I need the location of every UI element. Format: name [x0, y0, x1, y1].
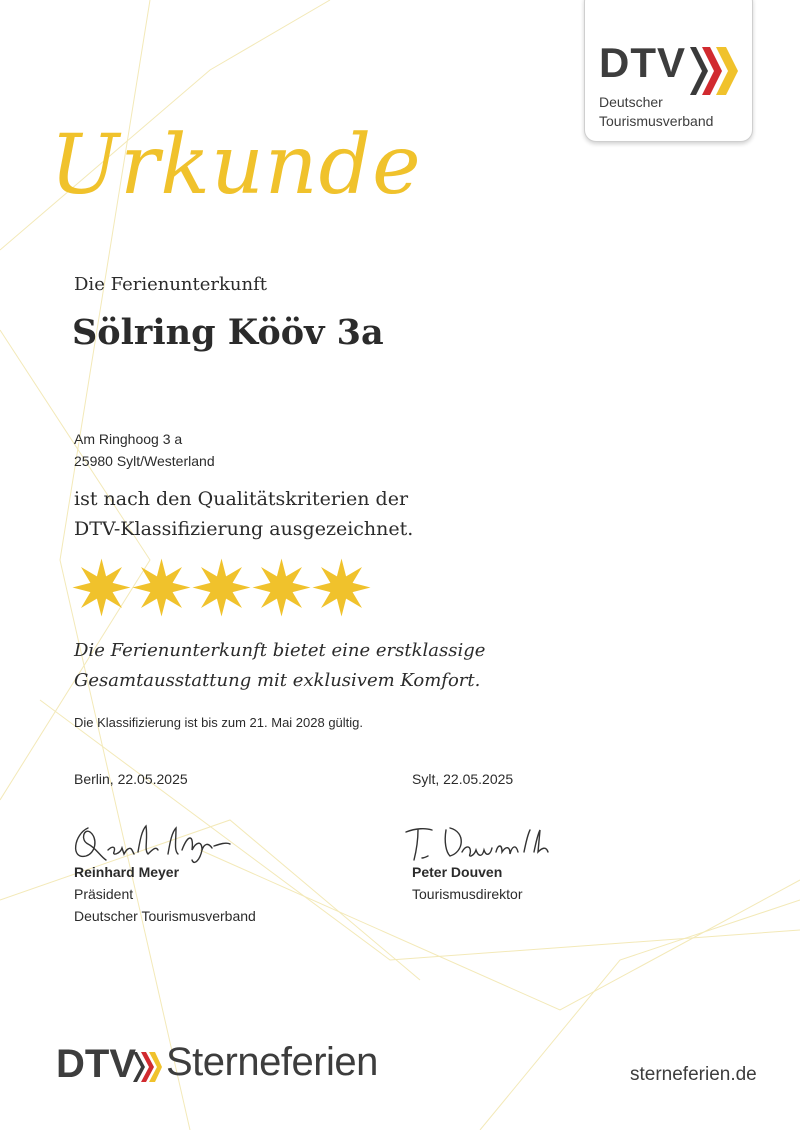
footer-chevron-icon [132, 1050, 162, 1084]
star-icon [72, 558, 131, 617]
place-date-sylt: Sylt, 22.05.2025 [412, 771, 514, 787]
signatory-role-meyer [74, 883, 256, 927]
award-statement [74, 484, 413, 544]
footer-url: sterneferien.de [630, 1064, 757, 1085]
footer-product-name: Sterneferien [166, 1040, 378, 1084]
validity-note: Die Klassifizierung ist bis zum 21. Mai 2028 gültig. [74, 715, 364, 730]
description-line-2: Gesamtausstattung mit exklusivem Komfort. [74, 670, 481, 691]
star-rating [72, 558, 371, 617]
property-name: Sölring Kööv 3a [72, 312, 384, 353]
signature-reinhard-meyer [68, 820, 238, 868]
organization-dtv: Deutscher Tourismusverband [74, 908, 256, 924]
description-line-1: Die Ferienunterkunft bietet eine erstklassige [74, 640, 486, 661]
signatory-role-douven: Tourismusdirektor [412, 886, 523, 902]
statement-line-1: ist nach den Qualitätskriterien der [74, 488, 409, 510]
role-president: Präsident [74, 886, 134, 902]
logo-subtitle-line1: Deutscher [599, 94, 663, 110]
statement-line-2: DTV-Klassifizierung ausgezeichnet. [74, 518, 414, 540]
place-date-berlin: Berlin, 22.05.2025 [74, 771, 188, 787]
property-address [74, 428, 215, 472]
logo-subtitle-line2: Tourismusverband [599, 113, 714, 129]
star-icon [192, 558, 251, 617]
star-icon [132, 558, 191, 617]
star-icon [312, 558, 371, 617]
chevron-logo-icon [688, 43, 738, 99]
signature-peter-douven [402, 822, 562, 866]
signatory-name-douven: Peter Douven [412, 864, 503, 880]
address-line-1: Am Ringhoog 3 a [74, 431, 183, 447]
logo-brand: DTV [599, 39, 686, 86]
intro-text: Die Ferienunterkunft [74, 274, 267, 295]
signatory-name-meyer: Reinhard Meyer [74, 864, 180, 880]
certificate-title: Urkunde [50, 118, 422, 213]
rating-description [74, 636, 485, 696]
footer-brand: DTV [56, 1042, 136, 1086]
address-line-2: 25980 Sylt/Westerland [74, 453, 215, 469]
dtv-logo-card [584, 0, 753, 142]
logo-subtitle [599, 93, 713, 131]
star-icon [252, 558, 311, 617]
